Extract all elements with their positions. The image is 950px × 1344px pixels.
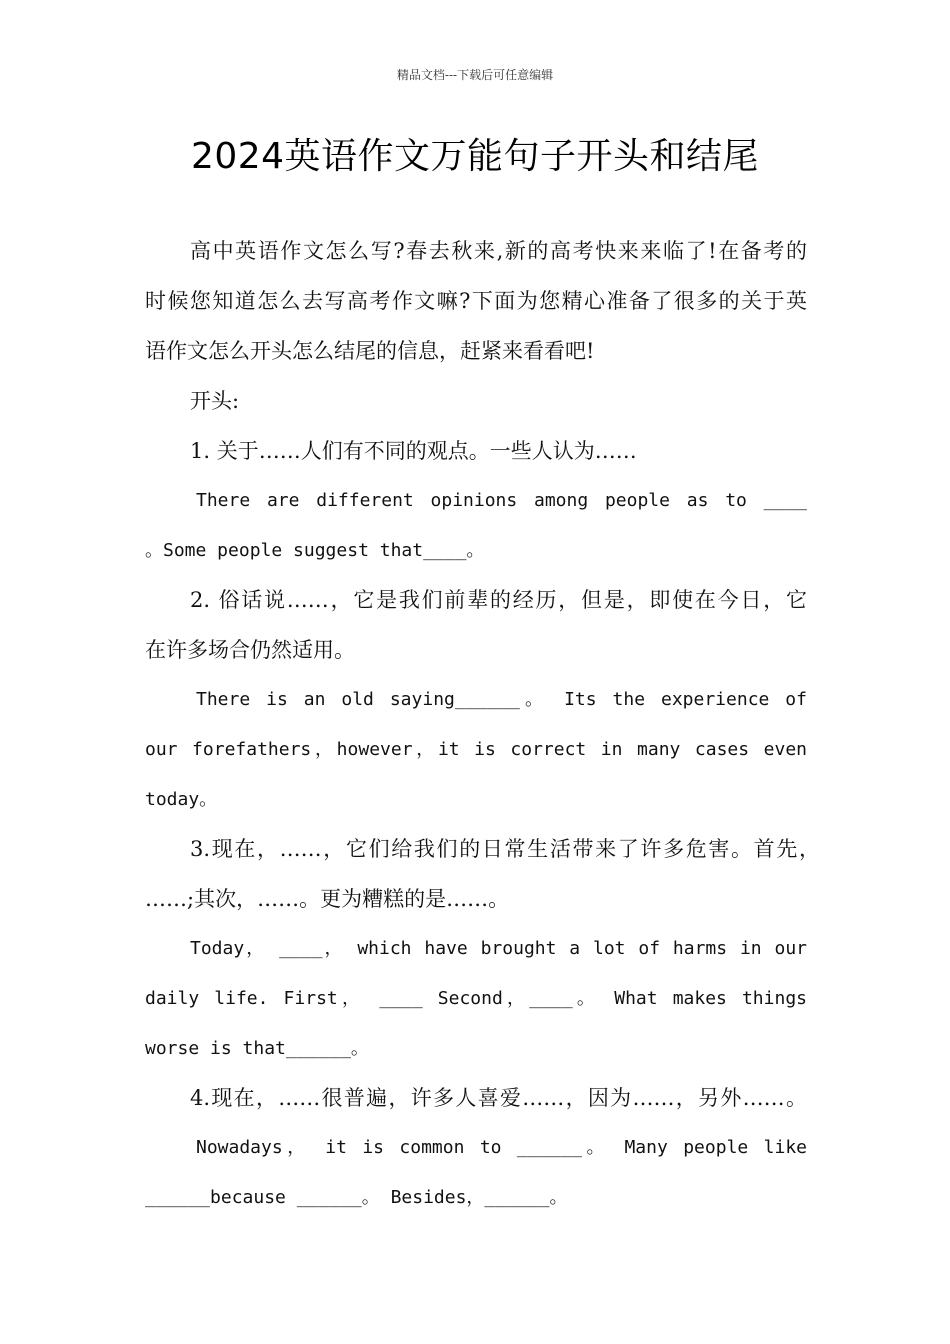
section-heading: 开头: (190, 389, 240, 413)
paragraph-line: Nowadays， it is common to ______。 Many people like (196, 1137, 807, 1158)
paragraph-line: ______because ______。 Besides，______。 (145, 1187, 568, 1208)
paragraph-line: Today， ____， which have brought a lot of harms in our (190, 938, 807, 959)
paragraph-line: 。Some people suggest that____。 (145, 540, 485, 561)
paragraph-line: 3.现在，……，它们给我们的日常生活带来了许多危害。首先， (190, 837, 820, 861)
paragraph-line: 高中英语作文怎么写?春去秋来,新的高考快来来临了!在备考的 (190, 239, 807, 263)
paragraph-line: There is an old saying______。 Its the experience of (196, 689, 807, 710)
paragraph-line: 语作文怎么开头怎么结尾的信息，赶紧来看看吧! (145, 339, 595, 363)
paragraph-line: 在许多场合仍然适用。 (145, 638, 355, 662)
paragraph-line: There are different opinions among people as to ____ (196, 490, 807, 511)
paragraph-line: 1. 关于……人们有不同的观点。一些人认为…… (190, 439, 637, 463)
paragraph-line: today。 (145, 789, 218, 810)
paragraph-line: 4.现在，……很普遍，许多人喜爱……，因为……，另外……。 (190, 1086, 807, 1110)
paragraph-line: 时候您知道怎么去写高考作文嘛?下面为您精心准备了很多的关于英 (145, 289, 807, 313)
paragraph-line: our forefathers，however，it is correct in many cases even (145, 739, 807, 760)
page-header: 精品文档---下载后可任意编辑 (396, 68, 554, 82)
paragraph-line: worse is that______。 (145, 1038, 369, 1059)
document-title: 2024英语作文万能句子开头和结尾 (190, 136, 760, 177)
paragraph-line: daily life. First， ____ Second，____。 What makes things (145, 988, 807, 1009)
paragraph-line: ……;其次，……。更为糟糕的是……。 (145, 887, 510, 911)
paragraph-line: 2. 俗话说……，它是我们前辈的经历，但是，即使在今日，它 (190, 588, 807, 612)
